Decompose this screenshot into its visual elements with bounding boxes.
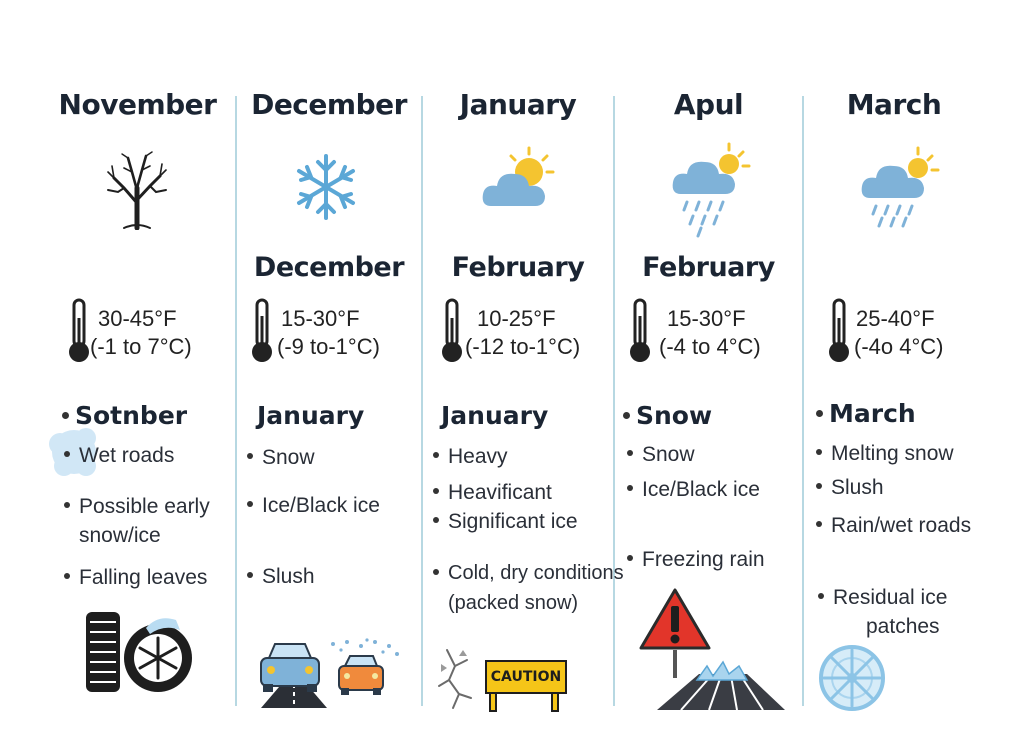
conditions-heading: March [816,399,916,428]
condition-item: Wet roads [64,441,174,470]
conditions-heading: January [257,401,365,430]
warning-sign-road-icon [637,586,787,712]
month-column-december [237,0,421,745]
conditions-heading: Sotnber [62,401,187,430]
month-column-january [423,0,624,745]
condition-item: Rain/wet roads [816,511,971,540]
month-title: March [846,88,942,121]
condition-item: Possible early [64,492,210,521]
sun-behind-cloud-icon [479,144,559,214]
cracked-ice-icon [437,646,483,712]
snowflake-icon [293,152,359,222]
thermometer-icon [439,298,465,364]
condition-item: Slush [816,473,884,502]
month-title: November [58,88,217,121]
condition-item: Slush [247,562,315,591]
bare-tree-icon [104,148,170,230]
temperature-celsius: (-4o 4°C) [854,334,944,359]
temperature-range [465,305,613,361]
cars-in-snow-icon [255,638,405,712]
condition-item: Falling leaves [64,563,207,592]
thermometer-icon [66,298,92,364]
thermometer-icon [249,298,275,364]
ice-wheel-icon [818,644,886,712]
condition-item-continued: patches [866,615,940,638]
thermometer-icon [826,298,852,364]
temperature-range [659,305,799,361]
condition-item: Melting snow [816,439,954,468]
condition-item: Residual ice [818,583,947,612]
caution-label: CAUTION [485,660,567,694]
secondary-month: February [451,252,585,283]
conditions-heading: January [441,401,549,430]
temperature-celsius: (-4 to 4°C) [659,334,761,359]
caution-barrier-icon [481,660,567,712]
temperature-celsius: (-1 to 7°C) [90,334,192,359]
winter-tire-icon [84,610,194,694]
condition-item: Ice/Black ice [627,475,760,504]
temperature-range [277,305,421,361]
condition-item: Significant ice [433,507,578,536]
month-title: December [251,88,407,121]
rain-cloud-sun-icon [860,146,940,232]
condition-item-continued: (packed snow) [448,592,579,614]
condition-item: Snow [247,443,315,472]
condition-item: Freezing rain [627,545,765,574]
month-title: Apul [673,88,744,121]
temperature-fahrenheit: 25-40°F [856,306,935,331]
temperature-celsius: (-12 to-1°C) [465,334,581,359]
temperature-range [856,305,996,361]
secondary-month: December [253,252,405,283]
temperature-fahrenheit: 10-25°F [477,306,556,331]
month-column-march [804,0,1004,745]
condition-item: Heavificant [433,478,552,507]
temperature-celsius: (-9 to-1°C) [277,334,380,359]
condition-item: Ice/Black ice [247,491,380,520]
month-column-apul [615,0,802,745]
temperature-fahrenheit: 15-30°F [667,306,746,331]
condition-item-continued: snow/ice [79,524,161,547]
condition-item: Cold, dry conditions [433,559,624,588]
secondary-month: February [642,252,775,283]
temperature-fahrenheit: 15-30°F [281,306,360,331]
condition-item: Heavy [433,442,508,471]
temperature-range [90,305,238,361]
month-title: January [459,88,577,121]
condition-item: Snow [627,440,695,469]
month-column-november [40,0,235,745]
conditions-heading: Snow [623,401,712,430]
rain-cloud-sun-icon [671,142,751,238]
thermometer-icon [627,298,653,364]
temperature-fahrenheit: 30-45°F [98,306,177,331]
